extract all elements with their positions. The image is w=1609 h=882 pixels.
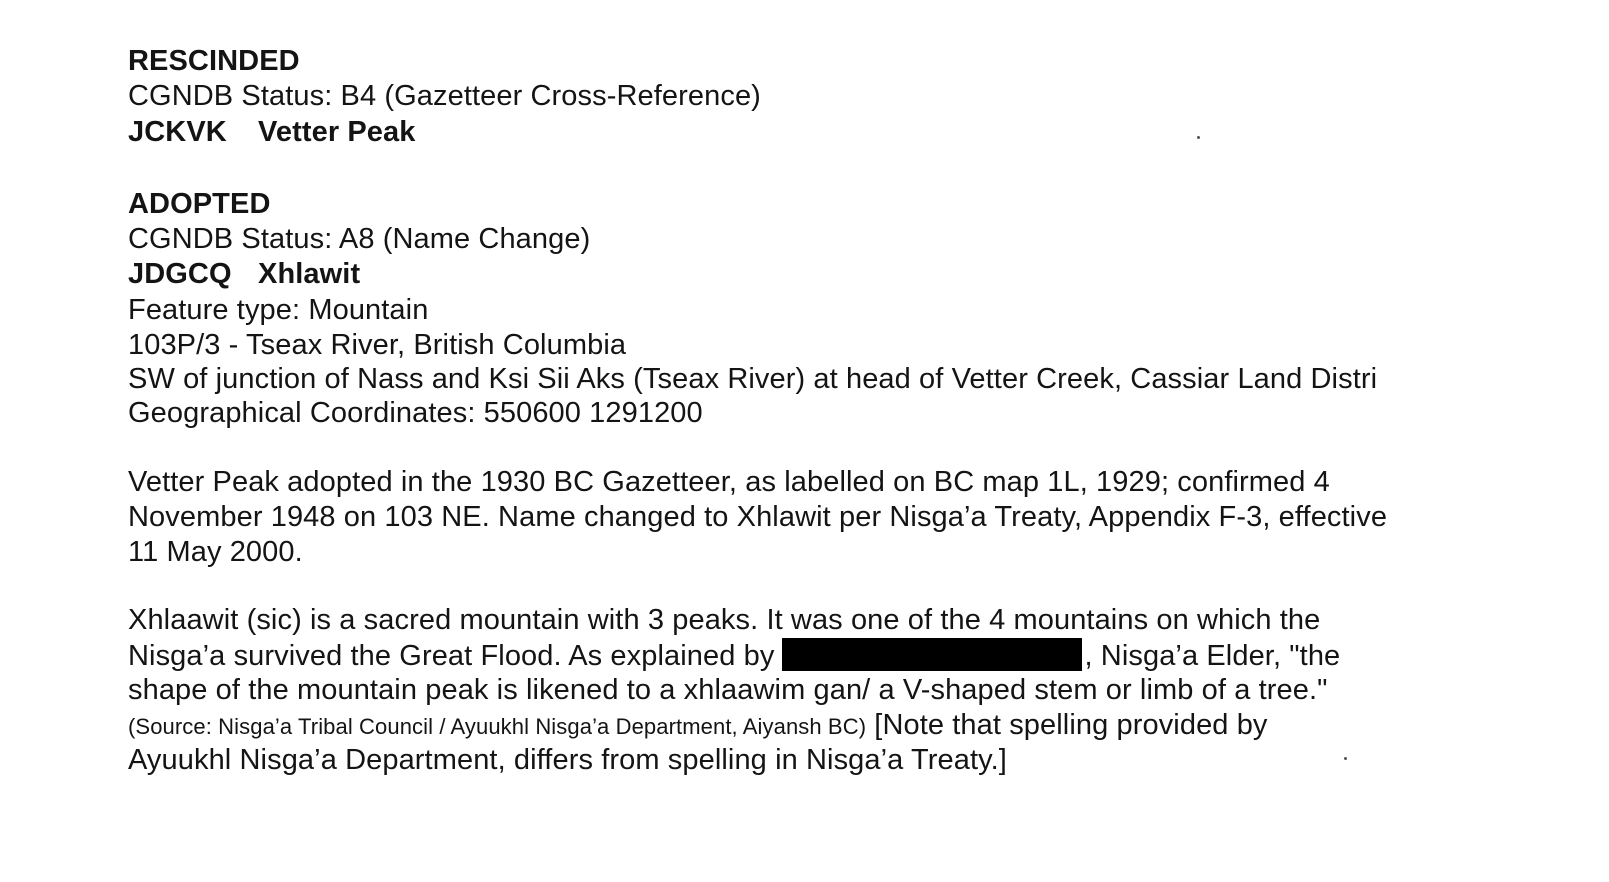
rescinded-name: Vetter Peak (258, 116, 416, 148)
origin-line-2 (128, 638, 1340, 674)
adopted-heading: ADOPTED (128, 188, 271, 220)
origin-line-1: Xhlaawit (sic) is a sacred mountain with 3 peaks. It was one of the 4 mountains on which the (128, 604, 1321, 636)
adopted-status: CGNDB Status: A8 (Name Change) (128, 223, 591, 255)
adopted-code: JDGCQ (128, 258, 232, 290)
note-part-1: [Note that spelling provided by (874, 709, 1268, 741)
feature-type: Feature type: Mountain (128, 294, 429, 326)
source-citation: (Source: Nisga’a Tribal Council / Ayuukhl Nisga’a Department, Aiyansh BC) (128, 714, 867, 739)
redaction-bar (782, 638, 1082, 671)
rescinded-status: CGNDB Status: B4 (Gazetteer Cross-Reference) (128, 80, 761, 112)
rescinded-entry (128, 115, 416, 150)
location-description: SW of junction of Nass and Ksi Sii Aks (Tseax River) at head of Vetter Creek, Cassiar Land Distri (128, 363, 1378, 395)
scan-speck (1344, 757, 1347, 760)
history-line-1: Vetter Peak adopted in the 1930 BC Gazetteer, as labelled on BC map 1L, 1929; confirmed 4 (128, 466, 1330, 498)
source-and-note (128, 708, 1268, 744)
adopted-name: Xhlawit (258, 258, 361, 290)
history-line-2: November 1948 on 103 NE. Name changed to Xhlawit per Nisga’a Treaty, Appendix F-3, effective (128, 501, 1388, 533)
origin-line-2-after: , Nisga’a Elder, "the (1084, 640, 1341, 672)
origin-line-3: shape of the mountain peak is likened to a xhlaawim gan/ a V-shaped stem or limb of a tree." (128, 674, 1328, 706)
history-line-3: 11 May 2000. (128, 536, 303, 568)
geographical-coordinates: Geographical Coordinates: 550600 1291200 (128, 397, 703, 429)
scan-speck (1197, 136, 1200, 139)
map-sheet: 103P/3 - Tseax River, British Columbia (128, 329, 627, 361)
adopted-entry (128, 257, 360, 292)
rescinded-code: JCKVK (128, 116, 227, 148)
rescinded-heading: RESCINDED (128, 45, 300, 77)
origin-line-2-before: Nisga’a survived the Great Flood. As explained by (128, 640, 775, 672)
note-part-2: Ayuukhl Nisga’a Department, differs from spelling in Nisga’a Treaty.] (128, 744, 1007, 776)
